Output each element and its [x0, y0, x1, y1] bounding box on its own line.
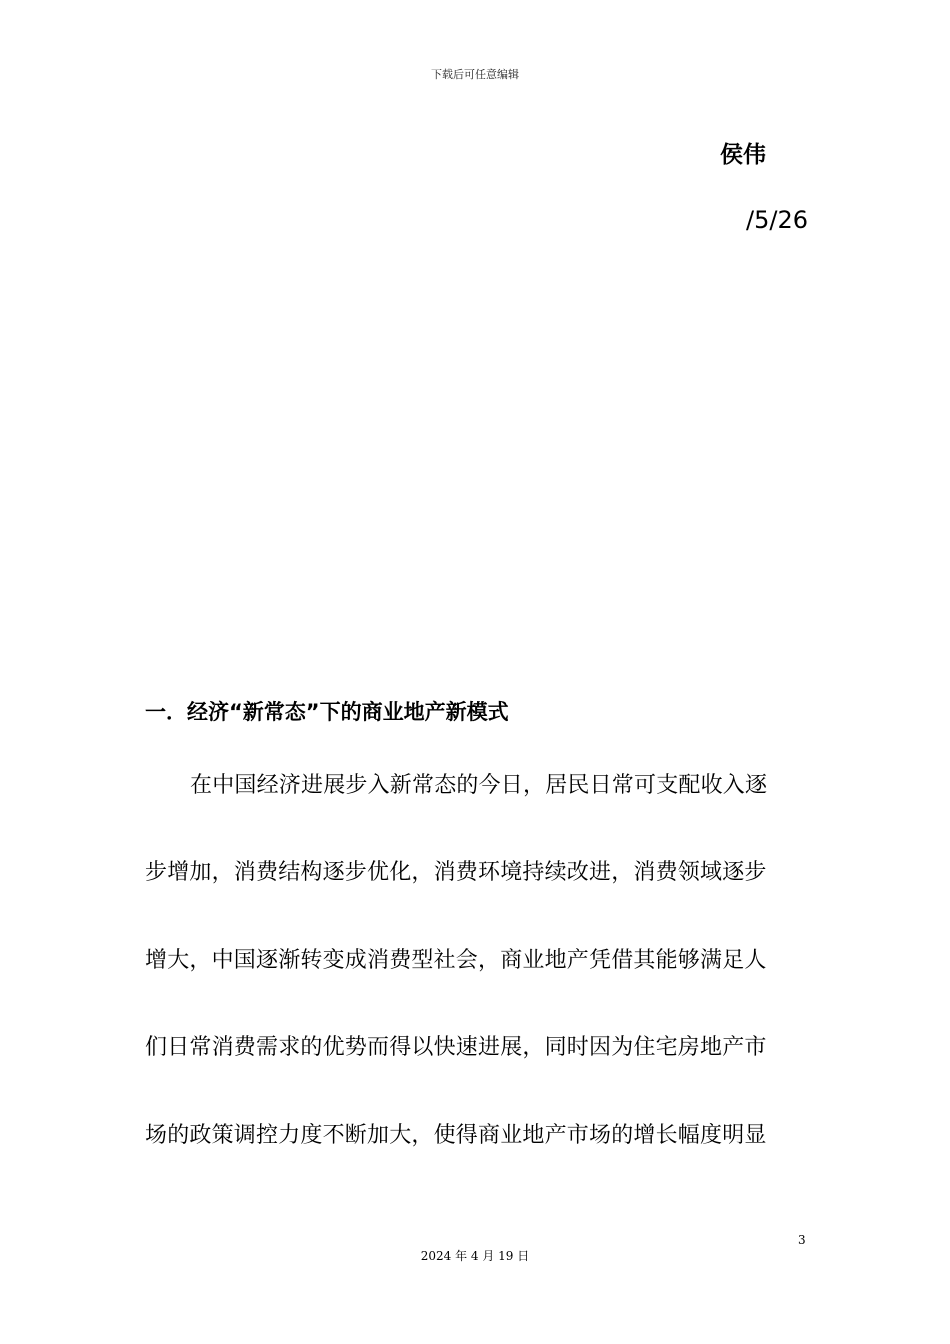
author-name: 侯伟 — [720, 142, 766, 168]
paragraph-line: 在中国经济进展步入新常态的今日，居民日常可支配收入逐 — [190, 773, 768, 798]
document-date: /5/26 — [746, 206, 808, 234]
paragraph-line: 步增加，消费结构逐步优化，消费环境持续改进，消费领域逐步 — [145, 860, 767, 885]
section-heading: 一．经济“新常态”下的商业地产新模式 — [145, 700, 509, 724]
paragraph-line: 场的政策调控力度不断加大，使得商业地产市场的增长幅度明显 — [145, 1123, 767, 1148]
paragraph-line: 增大，中国逐渐转变成消费型社会，商业地产凭借其能够满足人 — [145, 948, 767, 973]
header-note: 下载后可任意编辑 — [431, 68, 519, 81]
footer-date: 2024 年 4 月 19 日 — [420, 1249, 530, 1263]
paragraph-line: 们日常消费需求的优势而得以快速进展，同时因为住宅房地产市 — [145, 1035, 767, 1060]
page-number: 3 — [798, 1233, 806, 1247]
